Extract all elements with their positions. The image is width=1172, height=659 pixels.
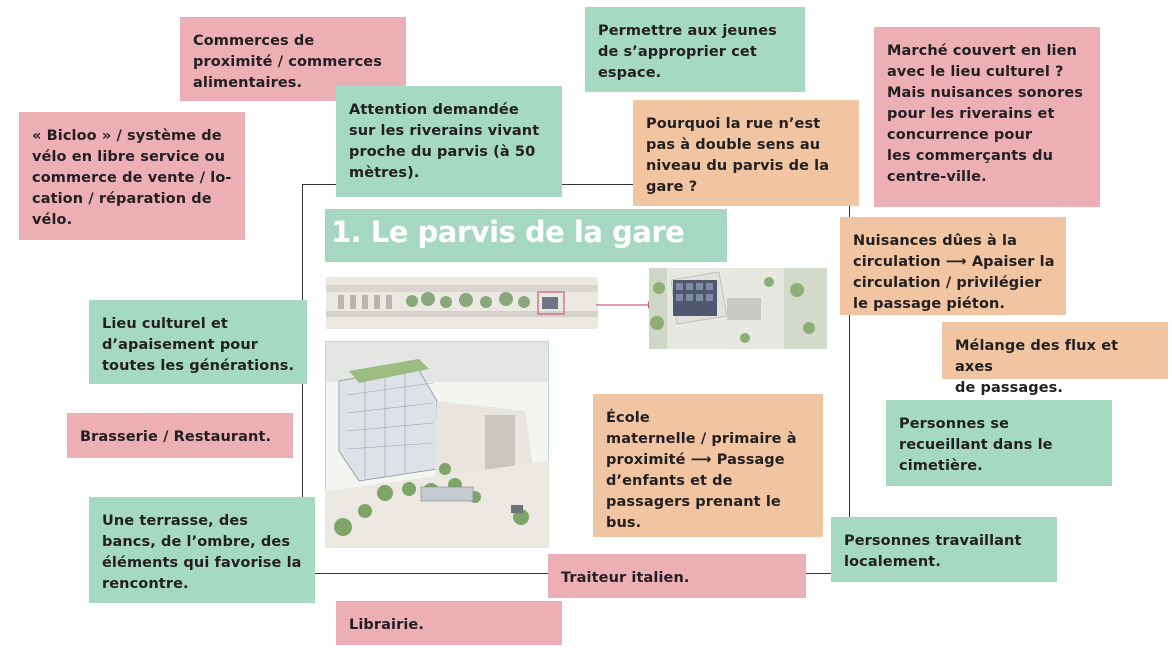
- title-band: [325, 209, 727, 262]
- note-brasserie: Brasserie / Restaurant.: [67, 413, 293, 458]
- note-librairie: Librairie.: [336, 601, 562, 645]
- note-travaillant: Personnes travaillant localement.: [831, 517, 1057, 582]
- note-marche: Marché couvert en lien avec le lieu culturel ? Mais nuisances sonores pour les riverains et concurrence pour les commerçants du centre-ville.: [874, 27, 1100, 207]
- note-commerces: Commerces de proximité / commerces alimentaires.: [180, 17, 406, 101]
- note-ecole: École maternelle / primaire à proximité ⟶ Passage d’enfants et de passagers prenant le bus.: [593, 394, 823, 537]
- note-jeunes: Permettre aux jeunes de s’approprier cet espace.: [585, 7, 805, 92]
- note-lieu-culturel: Lieu culturel et d’apaisement pour toutes les générations.: [89, 300, 307, 384]
- street-panorama-image: [326, 277, 598, 329]
- note-flux: Mélange des flux et axes de passages.: [942, 322, 1168, 379]
- note-riverains: Attention demandée sur les riverains vivant proche du parvis (à 50 mètres).: [336, 86, 562, 197]
- connector-line: [596, 300, 652, 310]
- page-title: 1. Le parvis de la gare: [331, 215, 685, 249]
- perspective-illustration: [325, 341, 549, 548]
- note-nuisances: Nuisances dûes à la circulation ⟶ Apaiser la circulation / privilégier le passage piéton.: [840, 217, 1066, 315]
- note-traiteur: Traiteur italien.: [548, 554, 806, 598]
- note-double-sens: Pourquoi la rue n’est pas à double sens au niveau du parvis de la gare ?: [633, 100, 859, 206]
- note-terrasse: Une terrasse, des bancs, de l’ombre, des éléments qui favorise la rencontre.: [89, 497, 315, 603]
- note-cimetiere: Personnes se recueillant dans le cimetière.: [886, 400, 1112, 486]
- aerial-view-image: [649, 268, 827, 349]
- note-bicloo: « Bicloo » / système de vélo en libre service ou commerce de vente / lo- cation / réparation de vélo.: [19, 112, 245, 240]
